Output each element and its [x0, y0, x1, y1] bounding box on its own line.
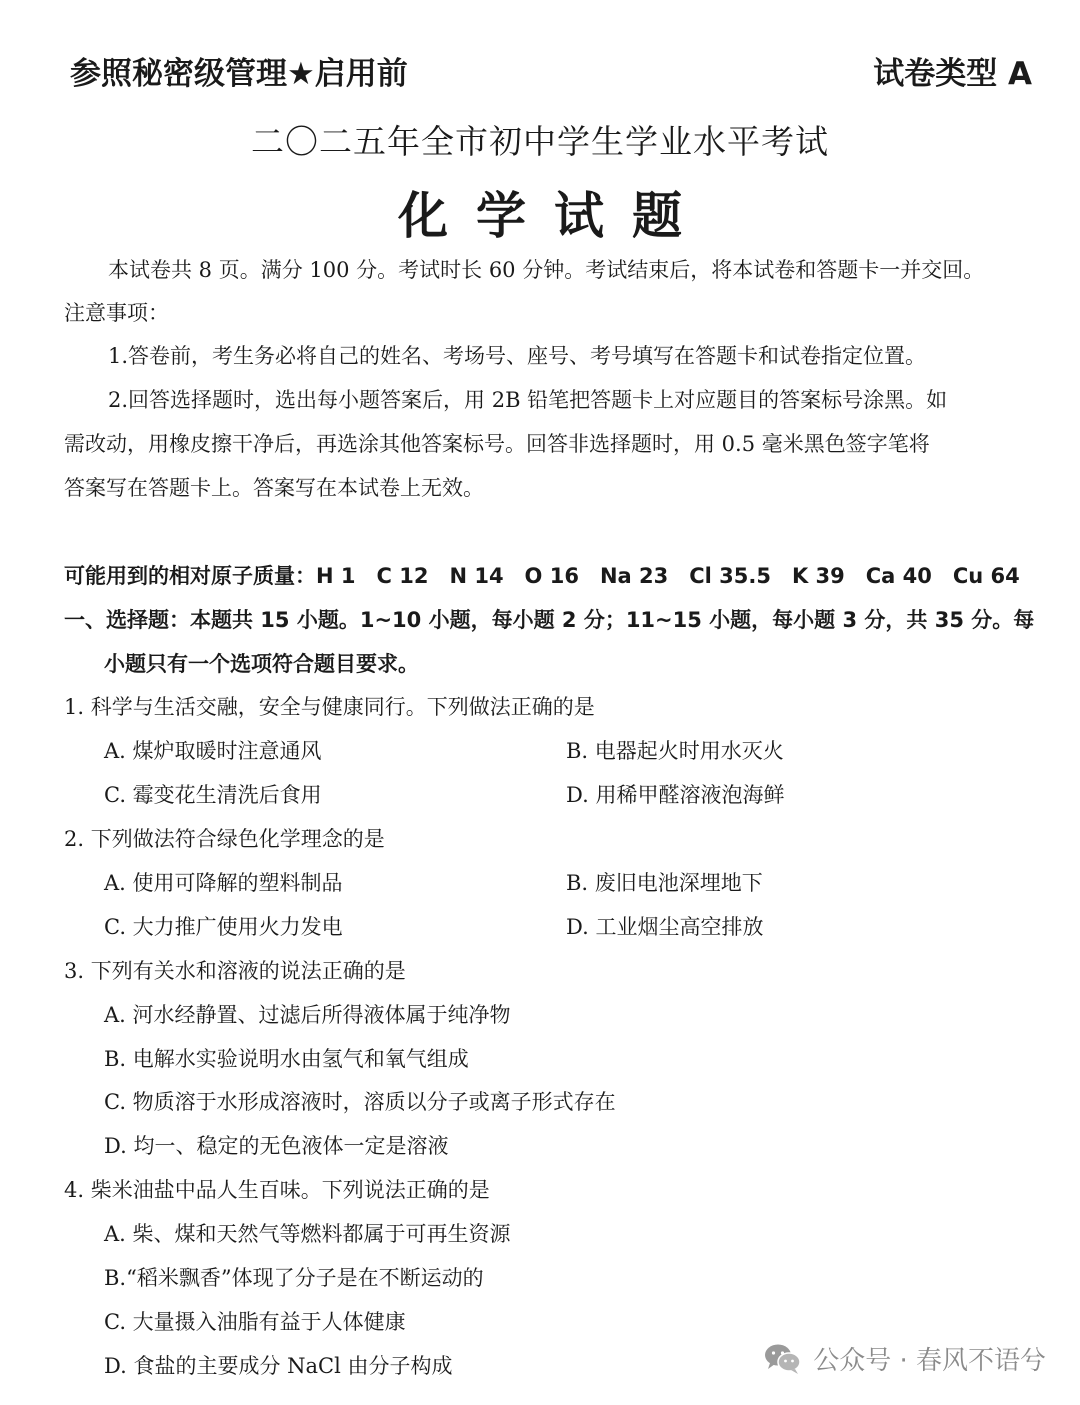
question-3-option-b: B. 电解水实验说明水由氢气和氧气组成	[104, 1047, 469, 1071]
exam-title: 化学试题	[398, 187, 710, 245]
watermark-text: 公众号 · 春风不语兮	[813, 1346, 1046, 1376]
question-1-stem: 1. 科学与生活交融，安全与健康同行。下列做法正确的是	[64, 695, 595, 719]
watermark	[763, 1340, 1046, 1377]
question-2-option-b: B. 废旧电池深埋地下	[566, 871, 763, 895]
question-1-option-d: D. 用稀甲醛溶液泡海鲜	[566, 783, 785, 807]
question-1-option-c: C. 霉变花生清洗后食用	[104, 783, 322, 807]
section-1-heading-line-2: 小题只有一个选项符合题目要求。	[104, 652, 419, 676]
header-paper-type: 试卷类型 A	[873, 56, 1032, 92]
note-1: 1.答卷前，考生务必将自己的姓名、考场号、座号、考号填写在答题卡和试卷指定位置。	[108, 344, 927, 368]
question-3-option-c: C. 物质溶于水形成溶液时，溶质以分子或离子形式存在	[104, 1090, 616, 1114]
question-4-option-d: D. 食盐的主要成分 NaCl 由分子构成	[104, 1354, 453, 1378]
question-4-stem: 4. 柴米油盐中品人生百味。下列说法正确的是	[64, 1178, 490, 1202]
exam-subtitle: 二〇二五年全市初中学生学业水平考试	[251, 122, 829, 161]
question-1-option-b: B. 电器起火时用水灭火	[566, 739, 784, 763]
note-2-line-3: 答案写在答题卡上。答案写在本试卷上无效。	[64, 476, 484, 500]
question-3-stem: 3. 下列有关水和溶液的说法正确的是	[64, 959, 406, 983]
note-2-line-2: 需改动，用橡皮擦干净后，再选涂其他答案标号。回答非选择题时，用 0.5 毫米黑色签字笔将	[64, 432, 930, 456]
question-4-option-c: C. 大量摄入油脂有益于人体健康	[104, 1310, 406, 1334]
header-confidentiality: 参照秘密级管理★启用前	[70, 56, 408, 92]
question-2-stem: 2. 下列做法符合绿色化学理念的是	[64, 827, 385, 851]
question-4-option-b: B.“稻米飘香”体现了分子是在不断运动的	[104, 1266, 484, 1290]
question-1-option-a: A. 煤炉取暖时注意通风	[104, 739, 322, 763]
exam-intro: 本试卷共 8 页。满分 100 分。考试时长 60 分钟。考试结束后，将本试卷和答题卡一并交回。	[108, 258, 985, 282]
question-3-option-d: D. 均一、稳定的无色液体一定是溶液	[104, 1134, 449, 1158]
question-3-option-a: A. 河水经静置、过滤后所得液体属于纯净物	[104, 1003, 511, 1027]
notes-heading: 注意事项：	[64, 301, 169, 325]
question-2-option-c: C. 大力推广使用火力发电	[104, 915, 343, 939]
question-2-option-a: A. 使用可降解的塑料制品	[104, 871, 343, 895]
wechat-icon	[763, 1342, 803, 1376]
question-2-option-d: D. 工业烟尘高空排放	[566, 915, 764, 939]
section-1-heading-line-1: 一、选择题：本题共 15 小题。1~10 小题，每小题 2 分；11~15 小题，每小题 3 分，共 35 分。每	[64, 608, 1035, 632]
question-4-option-a: A. 柴、煤和天然气等燃料都属于可再生资源	[104, 1222, 511, 1246]
note-2-line-1: 2.回答选择题时，选出每小题答案后，用 2B 铅笔把答题卡上对应题目的答案标号涂黑。如	[108, 388, 948, 412]
atomic-masses: 可能用到的相对原子质量：H 1 C 12 N 14 O 16 Na 23 Cl 35.5 K 39 Ca 40 Cu 64	[64, 564, 1020, 588]
